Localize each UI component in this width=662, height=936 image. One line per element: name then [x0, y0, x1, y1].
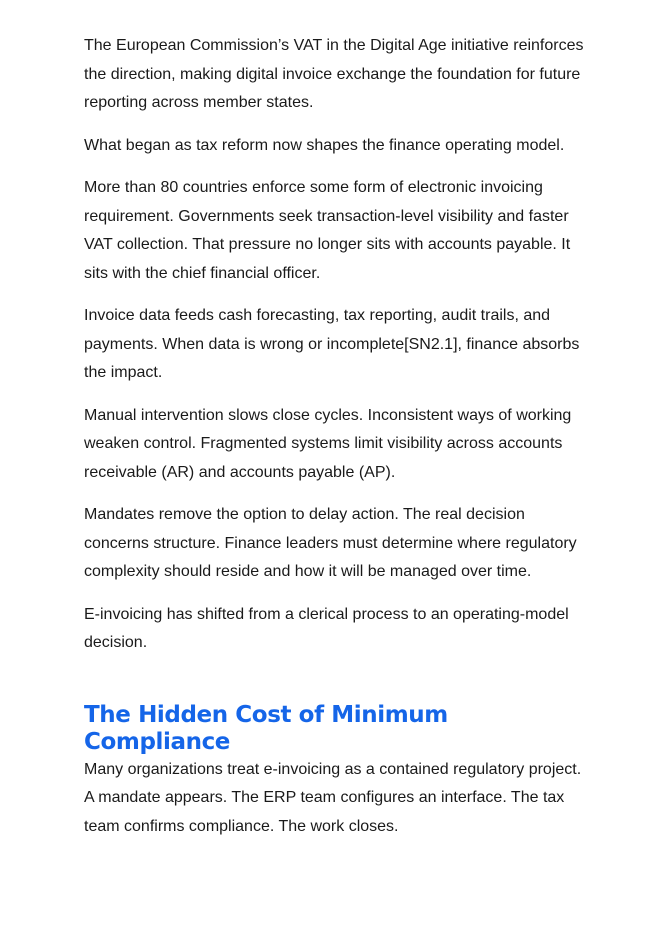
- paragraph-minimum-compliance: Many organizations treat e-invoicing as a contained regulatory project. A mandate appears. The ERP team configures an interface. The tax team confirms compliance. The work closes.: [84, 760, 582, 835]
- paragraph-mandates-structure: Mandates remove the option to delay action. The real decision concerns structure. Finance leaders must determine where regulatory complexity should reside and how it will be managed over time.: [84, 506, 577, 580]
- article-body: [84, 32, 584, 855]
- paragraph-operating-model: E-invoicing has shifted from a clerical process to an operating-model decision.: [84, 605, 569, 651]
- paragraph-tax-reform: What began as tax reform now shapes the finance operating model.: [84, 136, 565, 154]
- paragraph-manual-intervention: Manual intervention slows close cycles. Inconsistent ways of working weaken control. Fragmented systems limit visibility across accounts receivable (AR) and accounts payable (AP).: [84, 406, 572, 481]
- section-heading: The Hidden Cost of Minimum Compliance: [84, 701, 448, 755]
- paragraph-countries-mandates: More than 80 countries enforce some form of electronic invoicing requirement. Governments seek transaction-level visibility and faster VAT collection. That pressure no longer sits with accounts payable. It sits with the chief financial officer.: [84, 179, 571, 282]
- paragraph-vat-digital-age: The European Commission’s VAT in the Digital Age initiative reinforces the direction, making digital invoice exchange the foundation for future reporting across member states.: [84, 37, 584, 111]
- paragraph-invoice-data: Invoice data feeds cash forecasting, tax reporting, audit trails, and payments. When data is wrong or incomplete[SN2.1], finance absorbs the impact.: [84, 307, 580, 381]
